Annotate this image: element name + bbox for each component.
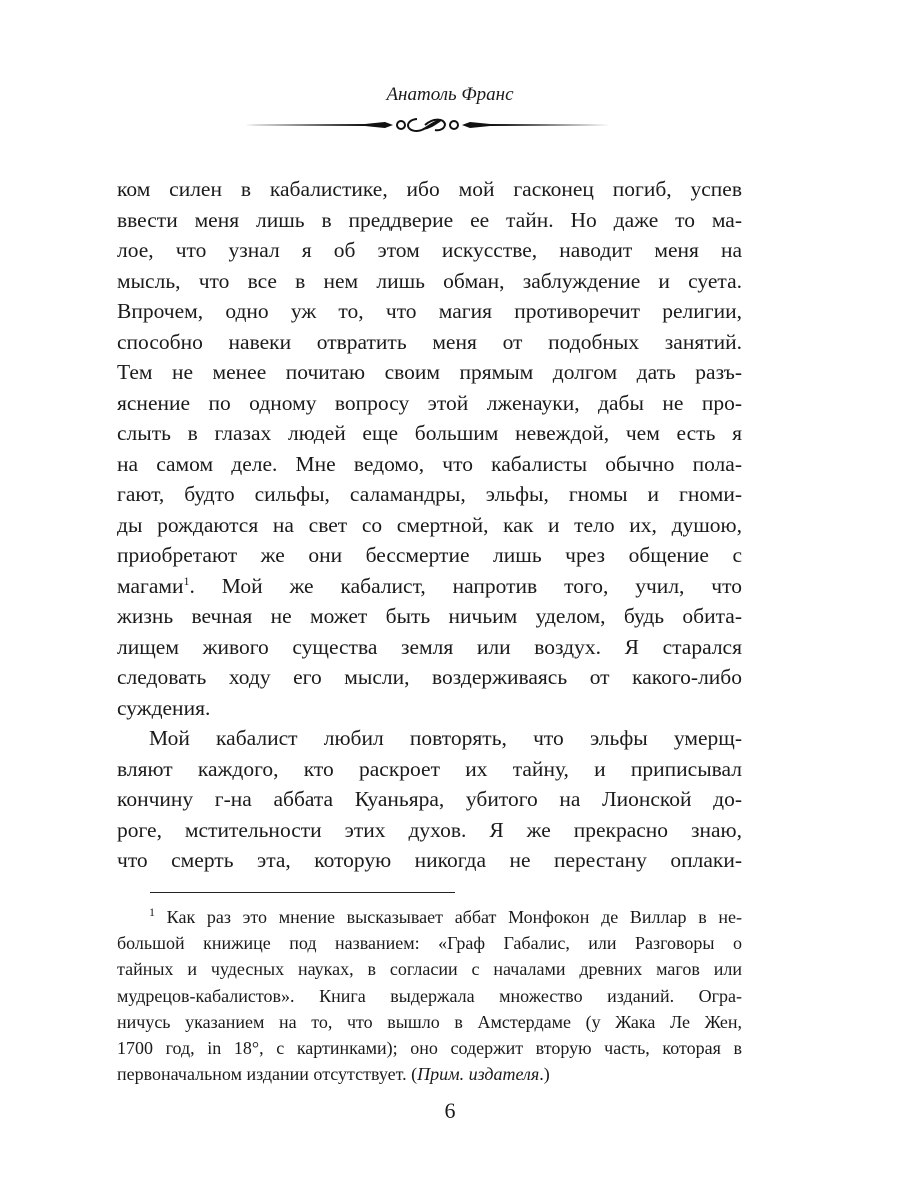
text-fragment: .) [539, 1064, 550, 1085]
text-line: мысль, что все в нем лишь обман, заблуждение и суета. [117, 268, 742, 293]
footnote-mark: 1 [149, 905, 155, 919]
text-line: способно навеки отвратить меня от подобных занятий. [117, 329, 742, 354]
text-line: ды рождаются на свет со смертной, как и тело их, душою, [117, 512, 742, 537]
text-fragment: первоначальном издании отсутствует. ( [117, 1064, 418, 1085]
text-line: Тем не менее почитаю своим прямым долгом дать разъ- [117, 360, 742, 384]
footnote-line [117, 904, 742, 930]
text-line: роге, мстительности этих духов. Я же прекрасно знаю, [117, 817, 742, 842]
text-line: на самом деле. Мне ведомо, что кабалисты обычно пола- [117, 451, 742, 476]
footnote [117, 904, 742, 1087]
text-fragment: Как раз это мнение высказывает аббат Монфокон де Виллар в не- [155, 907, 742, 927]
text-line: Впрочем, одно уж то, что магия противоречит религии, [117, 299, 742, 323]
running-header: Анатоль Франс [386, 84, 514, 105]
footnote-line: тайных и чудесных науках, в согласии с началами древних магов или [117, 959, 742, 980]
text-fragment: магами [117, 573, 184, 598]
footnote-line: мудрецов-кабалистов». Книга выдержала множество изданий. Огра- [117, 985, 742, 1006]
text-line: слыть в глазах людей еще большим невеждой, чем есть я [117, 421, 742, 445]
text-line: гают, будто сильфы, саламандры, эльфы, гномы и гноми- [117, 482, 742, 506]
text-line: суждения. [117, 695, 211, 720]
text-line: следовать ходу его мысли, воздерживаясь от какого-либо [117, 665, 742, 689]
footnote-reference: 1 [183, 573, 190, 588]
footnote-line: большой книжице под названием: «Граф Габалис, или Разговоры о [117, 933, 742, 954]
body-text [117, 174, 742, 876]
text-line: яснение по одному вопросу этой лженауки, дабы не про- [117, 390, 742, 415]
text-line: лое, что узнал я об этом искусстве, наводит меня на [117, 238, 742, 262]
text-line: кончину г-на аббата Куаньяра, убитого на Лионской до- [117, 787, 742, 811]
footnote-line: ничусь указанием на то, что вышло в Амстердаме (у Жака Ле Жен, [117, 1011, 742, 1032]
text-line [117, 571, 742, 602]
text-line: ввести меня лишь в преддверие ее тайн. Но даже то ма- [117, 207, 742, 232]
text-line: вляют каждого, кто раскроет их тайну, и приписывал [117, 756, 742, 781]
text-line: приобретают же они бессмертие лишь чрез общение с [117, 543, 742, 567]
text-line: жизнь вечная не может быть ничьим уделом, будь обита- [117, 604, 742, 628]
text-line: что смерть эта, которую никогда не перестану оплаки- [117, 848, 742, 872]
footnote-separator [150, 892, 455, 893]
footnote-line [117, 1061, 742, 1087]
page-number: 6 [444, 1098, 456, 1123]
text-line: лищем живого существа земля или воздух. Я старался [117, 634, 742, 659]
footnote-line: 1700 год, in 18°, с картинками); оно содержит вторую часть, которая в [117, 1037, 742, 1058]
text-fragment: . Мой же кабалист, напротив того, учил, что [189, 573, 742, 598]
ornament-divider-icon [245, 114, 610, 136]
editor-note: Прим. издателя [417, 1064, 540, 1085]
text-line: Мой кабалист любил повторять, что эльфы умерщ- [149, 726, 742, 750]
text-line: ком силен в кабалистике, ибо мой гасконец погиб, успев [117, 177, 742, 201]
